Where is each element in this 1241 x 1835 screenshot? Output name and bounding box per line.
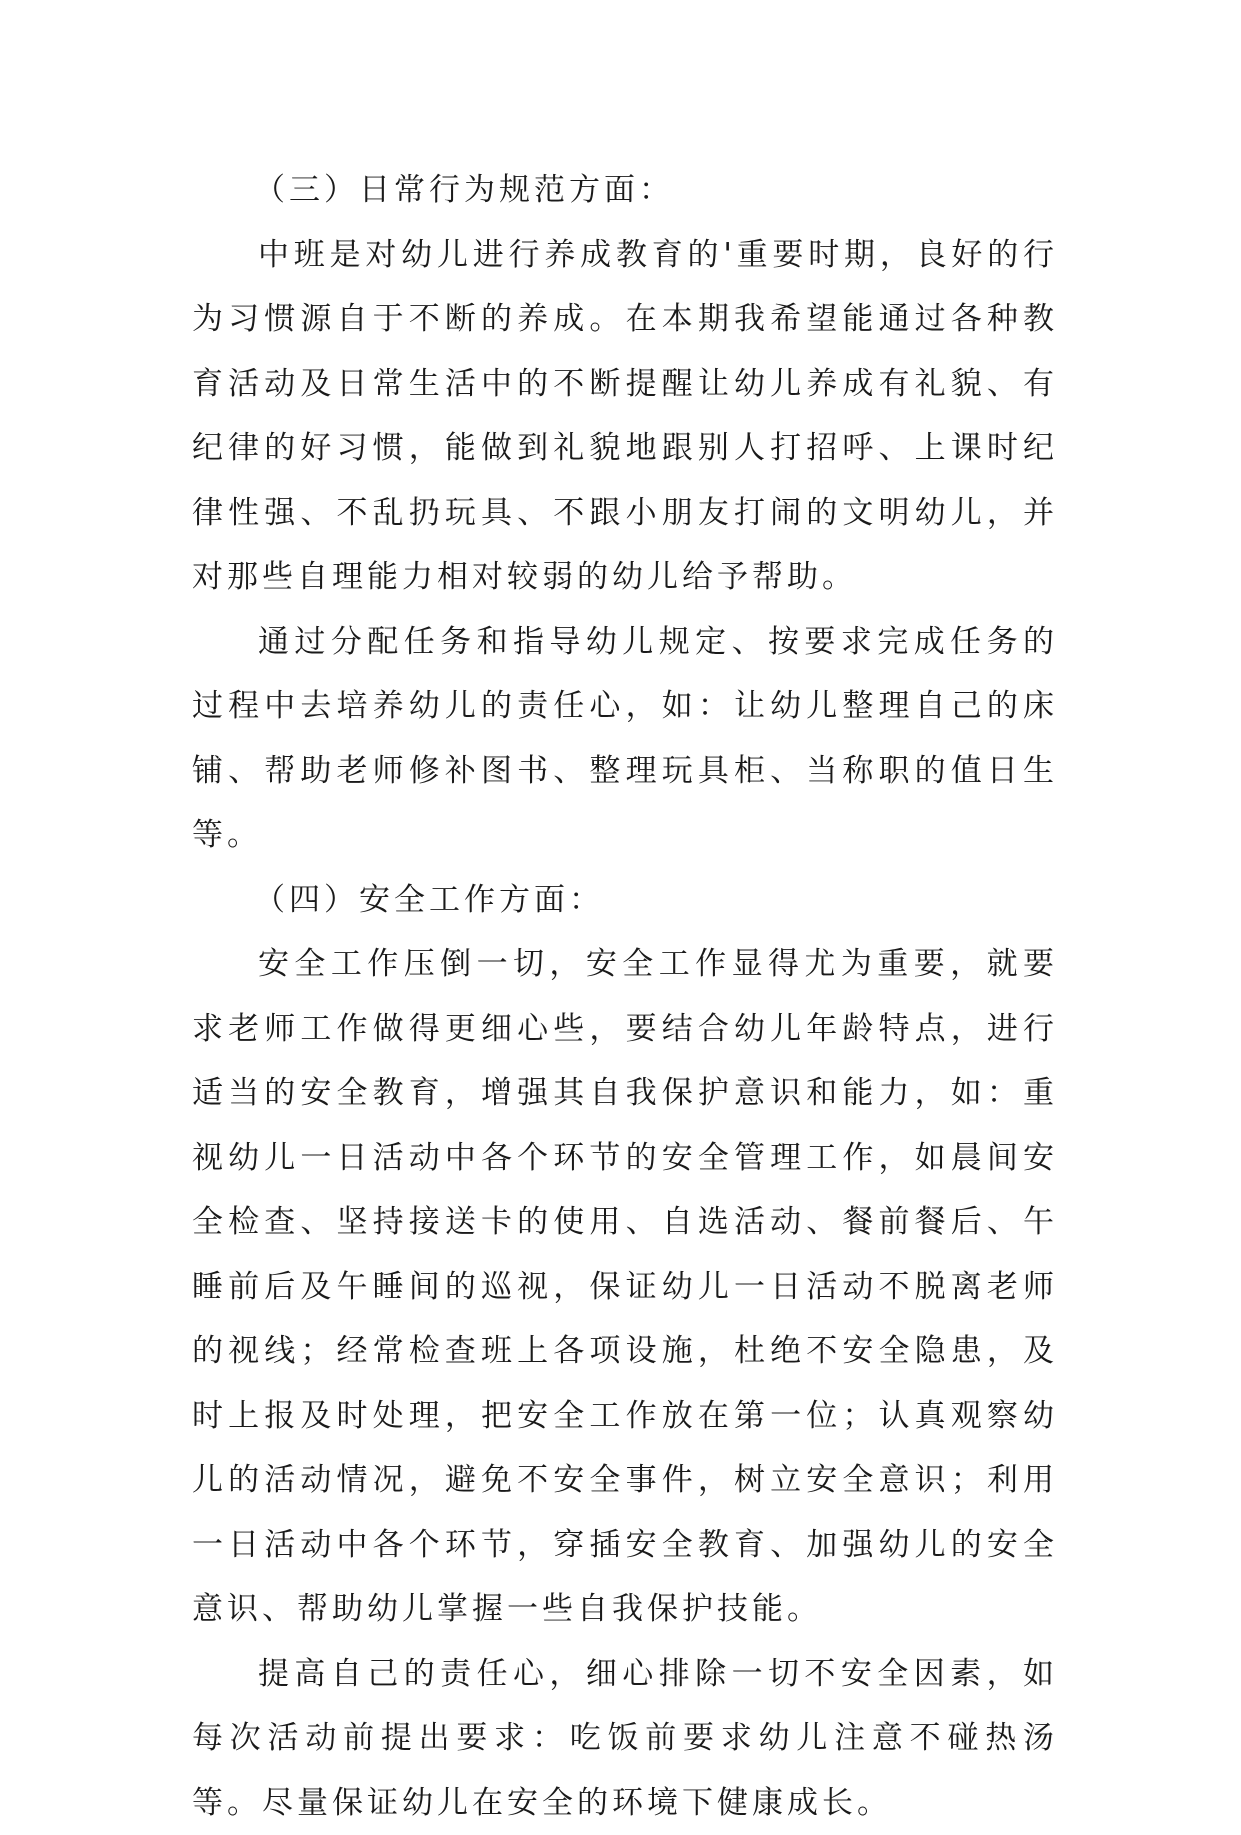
section-3-paragraph-1: 中班是对幼儿进行养成教育的'重要时期，良好的行为习惯源自于不断的养成。在本期我希望能通过各种教育活动及日常生活中的不断提醒让幼儿养成有礼貌、有纪律的好习惯，能做到礼貌地跟别人打招呼、上课时纪律性强、不乱扔玩具、不跟小朋友打闹的文明幼儿，并对那些自理能力相对较弱的幼儿给予帮助。 [192,223,1058,610]
section-3-heading: （三）日常行为规范方面： [192,158,1058,223]
section-3-paragraph-2: 通过分配任务和指导幼儿规定、按要求完成任务的过程中去培养幼儿的责任心，如：让幼儿整理自己的床铺、帮助老师修补图书、整理玩具柜、当称职的值日生等。 [192,610,1058,868]
section-4-heading: （四）安全工作方面： [192,868,1058,933]
section-4-paragraph-2: 提高自己的责任心，细心排除一切不安全因素，如每次活动前提出要求：吃饭前要求幼儿注意不碰热汤等。尽量保证幼儿在安全的环境下健康成长。 [192,1642,1058,1835]
document-body [192,158,1058,1835]
section-4-paragraph-1: 安全工作压倒一切，安全工作显得尤为重要，就要求老师工作做得更细心些，要结合幼儿年龄特点，进行适当的安全教育，增强其自我保护意识和能力，如：重视幼儿一日活动中各个环节的安全管理工作，如晨间安全检查、坚持接送卡的使用、自选活动、餐前餐后、午睡前后及午睡间的巡视，保证幼儿一日活动不脱离老师的视线；经常检查班上各项设施，杜绝不安全隐患，及时上报及时处理，把安全工作放在第一位；认真观察幼儿的活动情况，避免不安全事件，树立安全意识；利用一日活动中各个环节，穿插安全教育、加强幼儿的安全意识、帮助幼儿掌握一些自我保护技能。 [192,932,1058,1642]
